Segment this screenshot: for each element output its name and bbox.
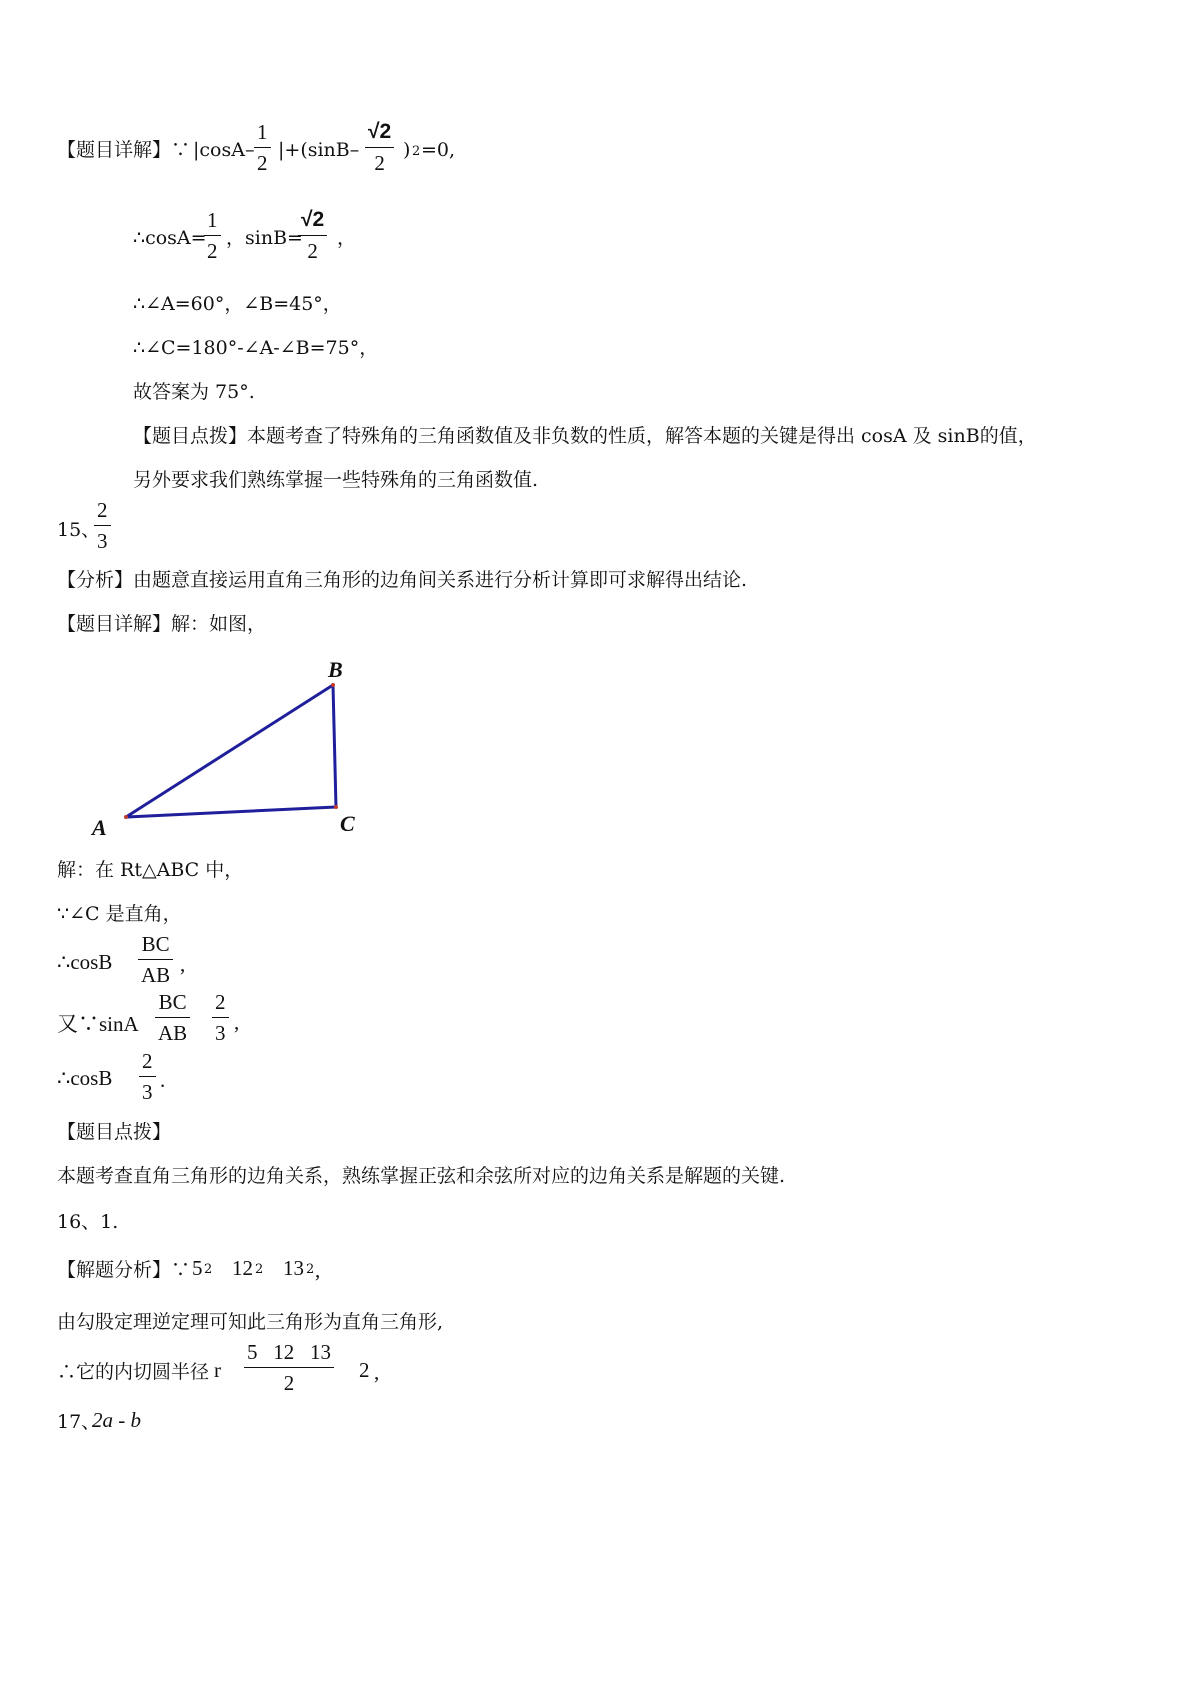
label-c: C (340, 811, 355, 836)
s14-line4: ∴∠C=180°-∠A-∠B=75°， (133, 337, 379, 359)
s14-detail-label: 【题目详解】∵ (57, 139, 191, 161)
s14-line1-sin: |+(sinB– (278, 139, 360, 161)
s14-line2-frac-root2: √2 2 (298, 208, 327, 263)
s17-number: 17、 (57, 1411, 101, 1433)
s14-tip-line1: 【题目点拨】本题考查了特殊角的三角函数值及非负数的性质，解答本题的关键是得出 cosA 及 sinB的值， (133, 425, 1037, 447)
vertex-b-dot (331, 683, 335, 687)
s15-detail: 【题目详解】解：如图， (57, 613, 267, 635)
s15-sol3-frac: BC AB (138, 932, 173, 987)
s14-line2-frac-half: 1 2 (204, 208, 221, 263)
s14-line2-comma: ， (337, 227, 357, 249)
s15-tip-label: 【题目点拨】 (57, 1121, 172, 1143)
s16-number: 16、1. (57, 1211, 119, 1233)
s15-sol5-cosb: ∴cosB (57, 1066, 113, 1090)
s16-term-12-sq: 2 (255, 1262, 264, 1277)
s14-line2-cos: ∴cosA= (133, 227, 207, 249)
s14-line3: ∴∠A=60°，∠B=45°， (133, 293, 342, 315)
s15-sol4-sina: 又∵sinA (57, 1012, 139, 1036)
s14-line2-sin: ，sinB= (226, 227, 303, 249)
s16-term-5: 5 (192, 1256, 203, 1280)
s16-line3-comma: , (374, 1360, 380, 1384)
label-b: B (328, 657, 343, 682)
s16-line3-r: r (214, 1358, 221, 1382)
s15-sol3-comma: , (180, 952, 186, 976)
s16-analysis-label: 【解题分析】∵ (57, 1259, 191, 1281)
triangle-figure (90, 655, 380, 840)
s15-answer-frac: 2 3 (94, 498, 111, 553)
s15-sol3-cosb: ∴cosB (57, 950, 113, 974)
s16-line3-text: ∴它的内切圆半径 (57, 1361, 210, 1383)
vertex-a-dot (124, 815, 128, 819)
s14-tip-line2: 另外要求我们熟练掌握一些特殊角的三角函数值. (133, 469, 539, 491)
s16-line3-result: 2 (359, 1358, 370, 1382)
s15-sol5-period: . (160, 1068, 166, 1092)
s14-line1-close: ) (403, 139, 411, 161)
s14-line5: 故答案为 75°. (133, 381, 255, 403)
s15-sol4-frac-bcab: BC AB (155, 990, 190, 1045)
s16-analysis-comma: , (315, 1258, 321, 1282)
s15-sol4-frac-23: 2 3 (212, 990, 229, 1045)
s16-line2: 由勾股定理逆定理可知此三角形为直角三角形, (57, 1311, 444, 1333)
s16-term-12: 12 (232, 1256, 253, 1280)
s15-sol4-comma: , (234, 1010, 240, 1034)
s14-line1-eq: =0, (421, 139, 456, 161)
triangle-abc (126, 685, 336, 817)
s16-line3-frac: 5 12 13 2 (244, 1340, 334, 1395)
s14-line1-frac-half: 1 2 (254, 120, 271, 175)
s15-sol1: 解：在 Rt△ABC 中， (57, 859, 244, 881)
label-a: A (92, 815, 107, 840)
s14-line1-frac-root2: √2 2 (365, 120, 394, 175)
s17-expression: 2a - b (92, 1408, 141, 1432)
s14-line1-abs-cos: |cosA– (193, 139, 255, 161)
s15-tip-text: 本题考查直角三角形的边角关系，熟练掌握正弦和余弦所对应的边角关系是解题的关键. (57, 1165, 786, 1187)
s16-term-13: 13 (283, 1256, 304, 1280)
vertex-c-dot (334, 805, 338, 809)
s16-term-5-sq: 2 (204, 1262, 213, 1277)
s16-term-13-sq: 2 (306, 1262, 315, 1277)
s15-number: 15、 (57, 519, 101, 541)
s15-sol5-frac: 2 3 (139, 1049, 156, 1104)
s15-sol2: ∵∠C 是直角， (57, 903, 182, 925)
s14-line1-square: 2 (412, 144, 421, 159)
s15-analysis: 【分析】由题意直接运用直角三角形的边角间关系进行分析计算即可求解得出结论. (57, 569, 748, 591)
